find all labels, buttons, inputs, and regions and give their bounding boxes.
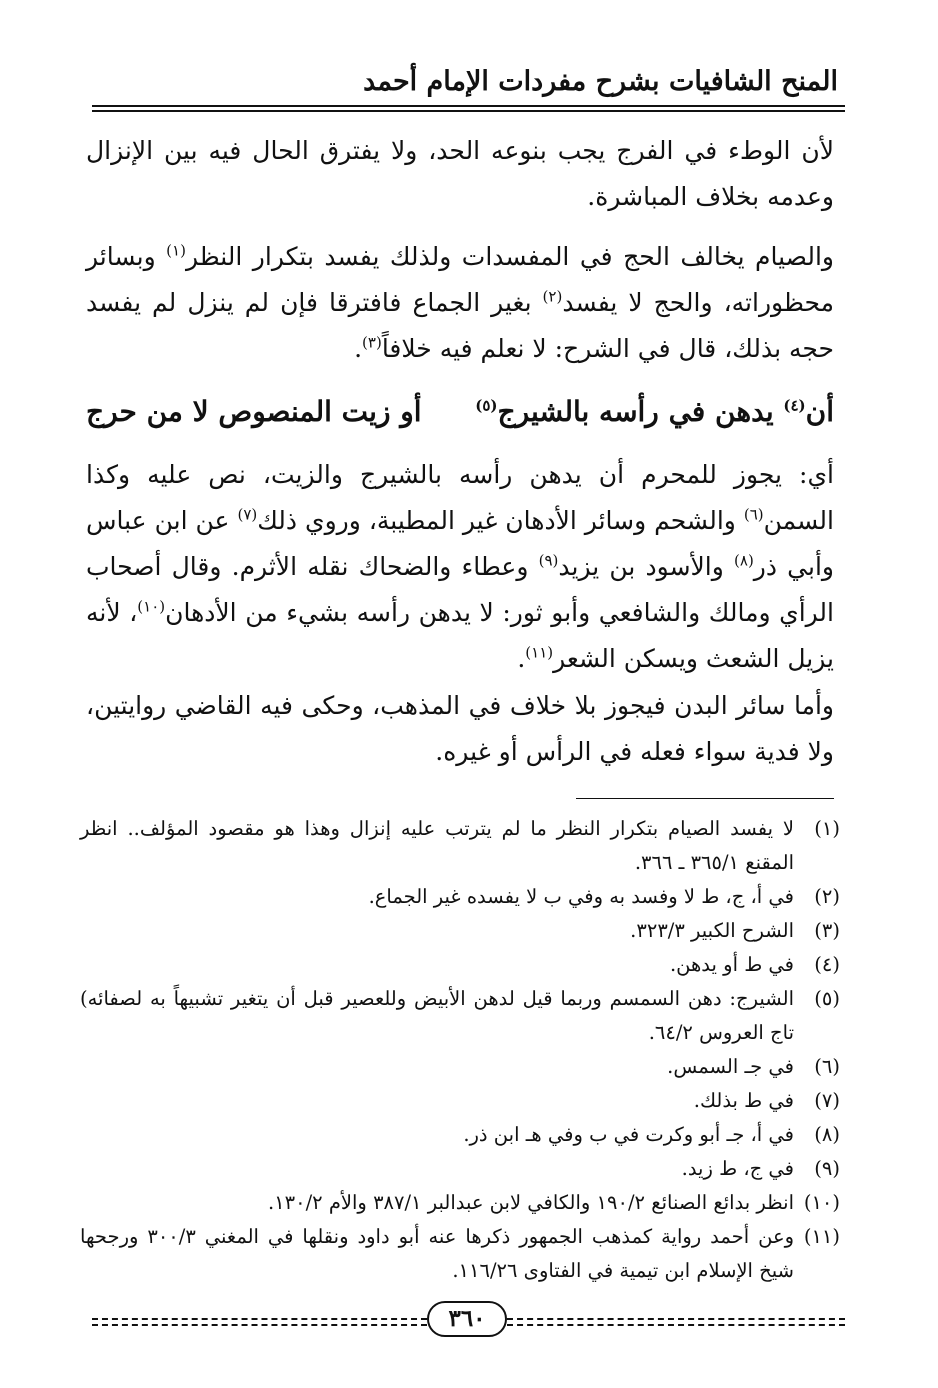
footnote-ref-3: (٣) bbox=[362, 333, 382, 352]
footnote-ref-7: (٧) bbox=[237, 505, 258, 524]
footnote-text: في جـ السمس. bbox=[667, 1055, 794, 1078]
footnote-number: (٨) bbox=[814, 1123, 840, 1146]
footer-dash-right-lower bbox=[507, 1324, 845, 1326]
footnote-ref-10: (١٠) bbox=[137, 597, 166, 616]
footnote-ref-4: (٤) bbox=[783, 396, 806, 415]
paragraph-2-text-d: . bbox=[354, 334, 363, 363]
footnotes bbox=[80, 812, 840, 1288]
footnote-ref-1: (١) bbox=[166, 241, 186, 260]
footnote-text: في ط أو يدهن. bbox=[669, 953, 794, 976]
header-rule-bottom bbox=[92, 110, 845, 112]
paragraph-2-text-a: والصيام يخالف الحج في المفسدات ولذلك يفسد بتكرار النظر bbox=[185, 242, 834, 271]
footnote bbox=[80, 982, 840, 1050]
footnote bbox=[80, 880, 840, 914]
footnote-ref-2: (٢) bbox=[542, 287, 563, 306]
footnote bbox=[80, 1186, 840, 1220]
footnote-ref-9: (٩) bbox=[538, 551, 559, 570]
paragraph-3-text-c: عن ابن عباس وأبي ذر bbox=[86, 506, 834, 581]
footnote-ref-6: (٦) bbox=[743, 505, 764, 524]
paragraph-2 bbox=[86, 234, 834, 372]
paragraph-3-text-b: والشحم وسائر الأدهان غير المطيبة، وروي ذلك bbox=[257, 506, 744, 535]
footnote-number: (١١) bbox=[803, 1225, 840, 1248]
verse-heading-word: أن bbox=[805, 395, 834, 428]
footer-dash-left bbox=[92, 1318, 427, 1320]
footnote-number: (٣) bbox=[814, 919, 840, 942]
footer-dash-right bbox=[507, 1318, 845, 1320]
footnote-number: (٢) bbox=[814, 885, 840, 908]
footnote bbox=[80, 1050, 840, 1084]
paragraph-1-text: لأن الوطء في الفرج يجب بنوعه الحد، ولا يفترق الحال فيه بين الإنزال وعدمه بخلاف المباشرة. bbox=[86, 136, 834, 211]
footnote bbox=[80, 948, 840, 982]
paragraph-3-text-g: . bbox=[517, 644, 526, 673]
footnote-number: (٥) bbox=[814, 987, 840, 1010]
paragraph-3 bbox=[86, 452, 834, 682]
footnote-text: الشرح الكبير ٣٢٣/٣. bbox=[630, 919, 794, 942]
footnote-ref-11: (١١) bbox=[525, 643, 554, 662]
paragraph-3-text-e: وعطاء والضحاك نقله الأثرم. وقال أصحاب الرأي ومالك والشافعي وأبو ثور: لا يدهن رأسه بشيء من الأدهان bbox=[86, 552, 834, 627]
verse-heading-hemistich-2: أو زيت المنصوص لا من حرج bbox=[86, 395, 422, 428]
footnote-ref-8: (٨) bbox=[734, 551, 754, 570]
footnote-text: لا يفسد الصيام بتكرار النظر ما لم يترتب عليه إنزال وهذا هو مقصود المؤلف.. انظر المقنع ٣٦٥/١ ـ ٣٦٦. bbox=[80, 817, 794, 874]
paragraph-4-text: وأما سائر البدن فيجوز بلا خلاف في المذهب، وحكى فيه القاضي روايتين، ولا فدية سواء فعله في الرأس أو غيره. bbox=[86, 691, 834, 766]
paragraph-3-text-a: أي: يجوز للمحرم أن يدهن رأسه بالشيرج والزيت، نص عليه وكذا السمن bbox=[86, 460, 834, 535]
footnote bbox=[80, 1084, 840, 1118]
footnote-number: (٤) bbox=[814, 953, 840, 976]
footnote bbox=[80, 812, 840, 880]
verse-heading-hemistich-1 bbox=[475, 390, 834, 434]
footnote bbox=[80, 1152, 840, 1186]
running-header-title: المنح الشافيات بشرح مفردات الإمام أحمد bbox=[363, 66, 838, 97]
paragraph-3-text-d: والأسود بن يزيد bbox=[558, 552, 735, 581]
verse-heading-text: يدهن في رأسه بالشيرج bbox=[497, 395, 784, 428]
footnote bbox=[80, 1118, 840, 1152]
paragraph-2-text-c: بغير الجماع فافترقا فإن لم ينزل لم يفسد حجه بذلك، قال في الشرح: لا نعلم فيه خلافاً bbox=[86, 288, 834, 363]
footnote-number: (١) bbox=[814, 817, 840, 840]
footnote-text: الشيرج: دهن السمسم وربما قيل لدهن الأبيض وللعصير قبل أن يتغير تشبيهاً به لصفائه) تاج العروس ٦٤/٢. bbox=[80, 987, 794, 1044]
paragraph-1 bbox=[86, 128, 834, 220]
footnote-separator bbox=[576, 798, 834, 799]
footnote-number: (٧) bbox=[814, 1089, 840, 1112]
footnote-number: (٦) bbox=[814, 1055, 840, 1078]
paragraph-4 bbox=[86, 683, 834, 775]
footnote bbox=[80, 1220, 840, 1288]
footer-dash-left-lower bbox=[92, 1324, 427, 1326]
footnote-text: انظر بدائع الصنائع ١٩٠/٢ والكافي لابن عبدالبر ٣٨٧/١ والأم ١٣٠/٢. bbox=[267, 1191, 794, 1214]
paragraph-2-text-b: وبسائر محظوراته، والحج لا يفسد bbox=[86, 242, 834, 317]
footnote-ref-5: (٥) bbox=[475, 396, 498, 415]
page-footer bbox=[92, 1300, 845, 1340]
page-number: ٣٦٠ bbox=[427, 1301, 507, 1337]
footnote bbox=[80, 914, 840, 948]
footnote-number: (٩) bbox=[814, 1157, 840, 1180]
footnote-number: (١٠) bbox=[803, 1191, 840, 1214]
footnote-text: وعن أحمد رواية كمذهب الجمهور ذكرها عنه أبو داود ونقلها في المغني ٣٠٠/٣ ورجحها شيخ الإسلام ابن تيمية في الفتاوى ١١٦/٢٦. bbox=[80, 1225, 794, 1282]
footnote-text: في ط بذلك. bbox=[693, 1089, 794, 1112]
footnote-text: في أ، ج، ط لا وفسد به وفي ب لا يفسده غير الجماع. bbox=[368, 885, 794, 908]
footnote-text: في ج، ط زيد. bbox=[681, 1157, 794, 1180]
footnote-text: في أ، جـ أبو وكرت في ب وفي هـ ابن ذر. bbox=[463, 1123, 794, 1146]
paragraph-3-text-f: ، لأنه يزيل الشعث ويسكن الشعر bbox=[86, 598, 834, 673]
header-rule-top bbox=[92, 105, 845, 107]
